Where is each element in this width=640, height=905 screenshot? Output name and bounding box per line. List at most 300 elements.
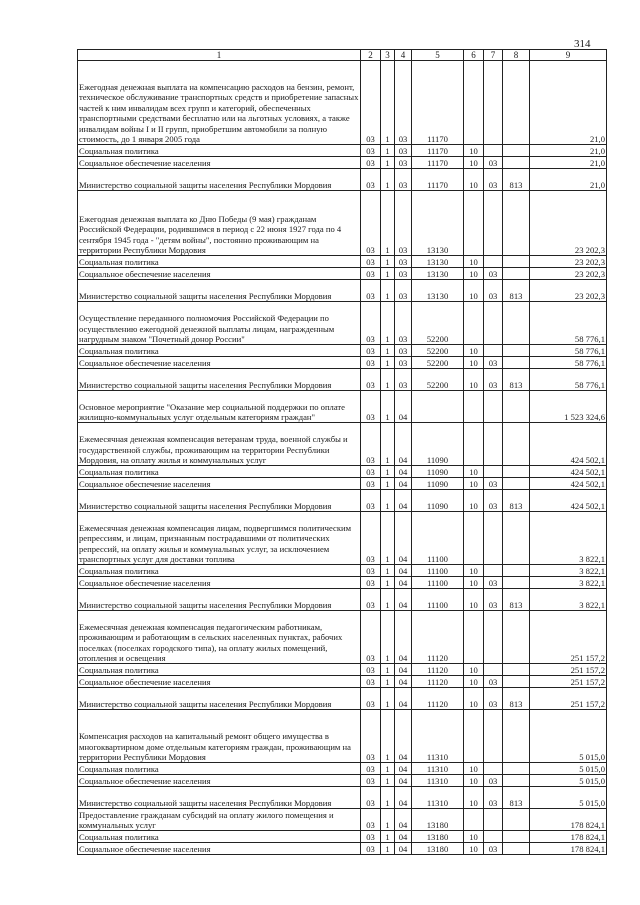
row-code-6: 10 — [464, 577, 484, 589]
row-code-2: 03 — [361, 423, 381, 466]
table-row — [78, 843, 607, 855]
header-col-2: 2 — [361, 50, 381, 61]
table-row — [78, 345, 607, 357]
row-code-3: 1 — [381, 490, 395, 512]
row-code-2: 03 — [361, 145, 381, 157]
row-name: Социальная политика — [78, 831, 361, 843]
row-code-2: 03 — [361, 345, 381, 357]
row-code-2: 03 — [361, 611, 381, 664]
row-code-8 — [503, 302, 530, 345]
row-code-4: 04 — [395, 466, 412, 478]
row-code-4: 04 — [395, 688, 412, 710]
row-code-4: 04 — [395, 843, 412, 855]
row-code-8 — [503, 809, 530, 831]
row-code-2: 03 — [361, 710, 381, 763]
row-code-6 — [464, 809, 484, 831]
row-code-3: 1 — [381, 664, 395, 676]
row-code-3: 1 — [381, 280, 395, 302]
row-amount: 3 822,1 — [530, 565, 607, 577]
row-code-7 — [484, 345, 503, 357]
row-code-8 — [503, 191, 530, 256]
table-row — [78, 357, 607, 369]
row-amount: 424 502,1 — [530, 478, 607, 490]
row-code-2: 03 — [361, 843, 381, 855]
row-amount: 178 824,1 — [530, 809, 607, 831]
row-code-7 — [484, 391, 503, 423]
row-code-8 — [503, 423, 530, 466]
row-name: Социальное обеспечение населения — [78, 268, 361, 280]
row-code-3: 1 — [381, 423, 395, 466]
table-row — [78, 302, 607, 345]
row-amount: 424 502,1 — [530, 490, 607, 512]
row-code-6 — [464, 61, 484, 145]
row-amount: 5 015,0 — [530, 787, 607, 809]
row-code-3: 1 — [381, 775, 395, 787]
table-row — [78, 145, 607, 157]
row-amount: 1 523 324,6 — [530, 391, 607, 423]
table-row — [78, 369, 607, 391]
row-code-4: 04 — [395, 787, 412, 809]
row-code-7: 03 — [484, 357, 503, 369]
row-code-4: 04 — [395, 490, 412, 512]
row-code-2: 03 — [361, 676, 381, 688]
row-code-3: 1 — [381, 191, 395, 256]
row-amount: 3 822,1 — [530, 512, 607, 565]
row-code-2: 03 — [361, 787, 381, 809]
row-name: Министерство социальной защиты населения Республики Мордовия — [78, 688, 361, 710]
row-amount: 23 202,3 — [530, 268, 607, 280]
row-code-8: 813 — [503, 787, 530, 809]
row-code-7 — [484, 423, 503, 466]
row-code-4: 04 — [395, 391, 412, 423]
row-code-4: 03 — [395, 61, 412, 145]
row-code-5: 11120 — [412, 688, 464, 710]
row-code-5: 11100 — [412, 512, 464, 565]
row-code-4: 03 — [395, 268, 412, 280]
row-code-3: 1 — [381, 565, 395, 577]
row-code-5: 11120 — [412, 664, 464, 676]
row-code-6: 10 — [464, 676, 484, 688]
row-code-5: 13130 — [412, 280, 464, 302]
row-code-2: 03 — [361, 664, 381, 676]
row-amount: 3 822,1 — [530, 577, 607, 589]
row-code-2: 03 — [361, 268, 381, 280]
row-amount: 424 502,1 — [530, 466, 607, 478]
row-name: Ежемесячная денежная компенсация педагогическим работникам, проживающим и работающим в сельских населенных пунктах, рабочих поселках (поселках городского типа), на оплату жилых помещений, отопления и освещения — [78, 611, 361, 664]
row-code-8 — [503, 512, 530, 565]
row-amount: 178 824,1 — [530, 843, 607, 855]
table-row — [78, 423, 607, 466]
row-name: Министерство социальной защиты населения Республики Мордовия — [78, 280, 361, 302]
row-code-8: 813 — [503, 490, 530, 512]
row-code-6: 10 — [464, 256, 484, 268]
row-code-2: 03 — [361, 490, 381, 512]
header-col-1: 1 — [78, 50, 361, 61]
row-code-8 — [503, 611, 530, 664]
row-code-5: 11120 — [412, 676, 464, 688]
row-name: Социальная политика — [78, 145, 361, 157]
table-row — [78, 787, 607, 809]
row-name: Предоставление гражданам субсидий на оплату жилого помещения и коммунальных услуг — [78, 809, 361, 831]
row-code-2: 03 — [361, 589, 381, 611]
row-name: Министерство социальной защиты населения Республики Мордовия — [78, 169, 361, 191]
row-code-3: 1 — [381, 710, 395, 763]
row-code-4: 04 — [395, 809, 412, 831]
row-name: Министерство социальной защиты населения Республики Мордовия — [78, 589, 361, 611]
row-code-3: 1 — [381, 357, 395, 369]
row-code-5: 52200 — [412, 357, 464, 369]
row-name: Социальное обеспечение населения — [78, 843, 361, 855]
row-code-2: 03 — [361, 512, 381, 565]
table-row — [78, 268, 607, 280]
row-code-3: 1 — [381, 478, 395, 490]
row-name: Социальная политика — [78, 763, 361, 775]
row-code-3: 1 — [381, 577, 395, 589]
header-col-8: 8 — [503, 50, 530, 61]
row-code-3: 1 — [381, 391, 395, 423]
header-col-4: 4 — [395, 50, 412, 61]
row-code-8 — [503, 775, 530, 787]
row-name: Компенсация расходов на капитальный ремонт общего имущества в многоквартирном доме отдельным категориям граждан, проживающим на территории Республики Мордовия — [78, 710, 361, 763]
row-code-3: 1 — [381, 145, 395, 157]
row-code-6: 10 — [464, 775, 484, 787]
row-code-4: 04 — [395, 611, 412, 664]
row-name: Социальная политика — [78, 256, 361, 268]
row-code-3: 1 — [381, 809, 395, 831]
row-code-4: 04 — [395, 831, 412, 843]
table-row — [78, 191, 607, 256]
row-code-7 — [484, 302, 503, 345]
row-code-2: 03 — [361, 688, 381, 710]
page-number: 314 — [574, 38, 591, 50]
row-code-2: 03 — [361, 763, 381, 775]
row-code-5: 13180 — [412, 809, 464, 831]
row-code-4: 03 — [395, 302, 412, 345]
row-code-5: 13130 — [412, 268, 464, 280]
row-code-5: 52200 — [412, 345, 464, 357]
row-code-6: 10 — [464, 664, 484, 676]
row-code-6: 10 — [464, 490, 484, 512]
row-code-6 — [464, 191, 484, 256]
row-code-2: 03 — [361, 831, 381, 843]
row-code-3: 1 — [381, 611, 395, 664]
row-name: Основное мероприятие "Оказание мер социальной поддержки по оплате жилищно-коммунальных услуг отдельным категориям граждан" — [78, 391, 361, 423]
row-code-5: 13130 — [412, 191, 464, 256]
row-code-7 — [484, 466, 503, 478]
row-name: Социальная политика — [78, 466, 361, 478]
row-code-7: 03 — [484, 369, 503, 391]
table-row — [78, 664, 607, 676]
row-code-7 — [484, 809, 503, 831]
row-code-3: 1 — [381, 763, 395, 775]
row-amount: 5 015,0 — [530, 763, 607, 775]
row-code-2: 03 — [361, 157, 381, 169]
table-row — [78, 589, 607, 611]
row-code-6: 10 — [464, 589, 484, 611]
row-code-4: 03 — [395, 145, 412, 157]
row-code-6: 10 — [464, 565, 484, 577]
row-code-7: 03 — [484, 157, 503, 169]
row-amount: 23 202,3 — [530, 280, 607, 302]
row-code-6: 10 — [464, 369, 484, 391]
row-code-6: 10 — [464, 688, 484, 710]
row-code-4: 04 — [395, 664, 412, 676]
row-code-6: 10 — [464, 478, 484, 490]
row-code-8 — [503, 577, 530, 589]
row-code-5: 52200 — [412, 369, 464, 391]
row-code-7: 03 — [484, 169, 503, 191]
row-code-8 — [503, 710, 530, 763]
row-code-4: 03 — [395, 169, 412, 191]
row-code-5: 11100 — [412, 589, 464, 611]
row-code-5: 11100 — [412, 565, 464, 577]
row-name: Министерство социальной защиты населения Республики Мордовия — [78, 490, 361, 512]
table-body — [78, 61, 607, 855]
row-code-2: 03 — [361, 809, 381, 831]
table-row — [78, 775, 607, 787]
row-name: Социальная политика — [78, 664, 361, 676]
row-code-3: 1 — [381, 157, 395, 169]
row-code-2: 03 — [361, 61, 381, 145]
row-name: Социальное обеспечение населения — [78, 357, 361, 369]
row-amount: 3 822,1 — [530, 589, 607, 611]
row-code-8 — [503, 268, 530, 280]
row-name: Осуществление переданного полномочия Российской Федерации по осуществлению ежегодной денежной выплаты лицам, награжденным нагрудным знаком "Почетный донор России" — [78, 302, 361, 345]
row-code-8 — [503, 345, 530, 357]
row-code-2: 03 — [361, 256, 381, 268]
row-name: Министерство социальной защиты населения Республики Мордовия — [78, 369, 361, 391]
row-code-2: 03 — [361, 478, 381, 490]
row-code-7 — [484, 512, 503, 565]
row-code-4: 03 — [395, 345, 412, 357]
row-code-8: 813 — [503, 688, 530, 710]
row-name: Социальное обеспечение населения — [78, 676, 361, 688]
row-code-2: 03 — [361, 466, 381, 478]
row-code-6 — [464, 710, 484, 763]
row-code-6: 10 — [464, 466, 484, 478]
table-row — [78, 169, 607, 191]
row-amount: 21,0 — [530, 169, 607, 191]
row-code-8: 813 — [503, 280, 530, 302]
row-code-7: 03 — [484, 478, 503, 490]
table-row — [78, 61, 607, 145]
row-code-6 — [464, 423, 484, 466]
row-code-4: 03 — [395, 157, 412, 169]
row-code-8 — [503, 157, 530, 169]
row-code-8 — [503, 478, 530, 490]
row-code-6: 10 — [464, 280, 484, 302]
row-amount: 58 776,1 — [530, 357, 607, 369]
row-code-2: 03 — [361, 357, 381, 369]
row-code-8 — [503, 357, 530, 369]
row-amount: 5 015,0 — [530, 710, 607, 763]
table-row — [78, 676, 607, 688]
row-code-7: 03 — [484, 577, 503, 589]
table-row — [78, 512, 607, 565]
row-amount: 178 824,1 — [530, 831, 607, 843]
table-row — [78, 710, 607, 763]
row-code-6: 10 — [464, 345, 484, 357]
row-code-6: 10 — [464, 268, 484, 280]
row-code-8 — [503, 391, 530, 423]
row-code-3: 1 — [381, 61, 395, 145]
row-amount: 5 015,0 — [530, 775, 607, 787]
row-code-3: 1 — [381, 831, 395, 843]
row-code-4: 03 — [395, 357, 412, 369]
row-code-5: 11090 — [412, 478, 464, 490]
row-code-5: 11310 — [412, 775, 464, 787]
table-row — [78, 490, 607, 512]
table-row — [78, 809, 607, 831]
row-amount: 21,0 — [530, 157, 607, 169]
row-code-5: 13180 — [412, 843, 464, 855]
row-code-3: 1 — [381, 589, 395, 611]
row-code-4: 03 — [395, 191, 412, 256]
row-amount: 58 776,1 — [530, 302, 607, 345]
row-code-6 — [464, 391, 484, 423]
row-code-2: 03 — [361, 280, 381, 302]
row-code-4: 03 — [395, 369, 412, 391]
table-row — [78, 577, 607, 589]
row-code-4: 04 — [395, 775, 412, 787]
row-code-6 — [464, 512, 484, 565]
row-name: Социальное обеспечение населения — [78, 157, 361, 169]
row-code-7 — [484, 565, 503, 577]
row-code-3: 1 — [381, 512, 395, 565]
row-code-6: 10 — [464, 157, 484, 169]
header-col-6: 6 — [464, 50, 484, 61]
row-code-6: 10 — [464, 145, 484, 157]
row-code-8: 813 — [503, 589, 530, 611]
row-code-2: 03 — [361, 577, 381, 589]
row-code-8: 813 — [503, 169, 530, 191]
row-code-8 — [503, 256, 530, 268]
row-code-5: 52200 — [412, 302, 464, 345]
row-code-4: 04 — [395, 577, 412, 589]
row-amount: 21,0 — [530, 145, 607, 157]
row-code-5: 11090 — [412, 423, 464, 466]
row-code-6: 10 — [464, 763, 484, 775]
row-amount: 251 157,2 — [530, 611, 607, 664]
row-code-7: 03 — [484, 787, 503, 809]
row-code-7: 03 — [484, 268, 503, 280]
row-code-2: 03 — [361, 191, 381, 256]
table-row — [78, 611, 607, 664]
row-code-5: 11170 — [412, 145, 464, 157]
row-code-6: 10 — [464, 357, 484, 369]
row-amount: 21,0 — [530, 61, 607, 145]
table-row — [78, 280, 607, 302]
row-code-8 — [503, 664, 530, 676]
row-code-4: 04 — [395, 423, 412, 466]
table-row — [78, 478, 607, 490]
row-code-8 — [503, 145, 530, 157]
row-code-7: 03 — [484, 676, 503, 688]
row-name: Социальное обеспечение населения — [78, 577, 361, 589]
row-code-7: 03 — [484, 843, 503, 855]
row-code-3: 1 — [381, 169, 395, 191]
row-amount: 424 502,1 — [530, 423, 607, 466]
row-code-7: 03 — [484, 490, 503, 512]
row-code-8 — [503, 831, 530, 843]
row-code-2: 03 — [361, 369, 381, 391]
table-row — [78, 688, 607, 710]
row-code-5: 13130 — [412, 256, 464, 268]
row-code-8 — [503, 843, 530, 855]
header-col-3: 3 — [381, 50, 395, 61]
row-code-3: 1 — [381, 843, 395, 855]
table-row — [78, 391, 607, 423]
row-code-8 — [503, 676, 530, 688]
table-row — [78, 466, 607, 478]
row-code-3: 1 — [381, 345, 395, 357]
table-row — [78, 256, 607, 268]
row-code-2: 03 — [361, 302, 381, 345]
row-code-5: 11170 — [412, 169, 464, 191]
row-code-5: 11120 — [412, 611, 464, 664]
row-code-5: 11090 — [412, 466, 464, 478]
row-code-6 — [464, 611, 484, 664]
row-code-7 — [484, 145, 503, 157]
row-code-4: 04 — [395, 710, 412, 763]
row-amount: 251 157,2 — [530, 688, 607, 710]
row-code-6: 10 — [464, 843, 484, 855]
row-code-8 — [503, 565, 530, 577]
row-code-4: 04 — [395, 565, 412, 577]
row-code-7: 03 — [484, 589, 503, 611]
row-code-3: 1 — [381, 787, 395, 809]
row-code-3: 1 — [381, 369, 395, 391]
header-col-5: 5 — [412, 50, 464, 61]
row-code-8 — [503, 61, 530, 145]
row-code-7 — [484, 664, 503, 676]
row-code-2: 03 — [361, 391, 381, 423]
row-code-8 — [503, 763, 530, 775]
row-amount: 251 157,2 — [530, 664, 607, 676]
row-name: Социальная политика — [78, 345, 361, 357]
row-code-6 — [464, 302, 484, 345]
row-code-7: 03 — [484, 775, 503, 787]
row-code-2: 03 — [361, 565, 381, 577]
row-name: Ежегодная денежная выплата на компенсацию расходов на бензин, ремонт, техническое обслуживание транспортных средств и приобретение запасных частей к ним инвалидам всех групп и категорий, обеспеченных транспортными средствами бесплатно или на льготных условиях, а также инвалидам войны I и II групп, приобретшим автомобили за полную стоимость, до 1 января 2005 года — [78, 61, 361, 145]
row-code-7 — [484, 611, 503, 664]
row-code-5: 11170 — [412, 157, 464, 169]
table-row — [78, 763, 607, 775]
row-code-8 — [503, 466, 530, 478]
row-code-7 — [484, 710, 503, 763]
table-row — [78, 565, 607, 577]
row-code-5: 11310 — [412, 787, 464, 809]
row-code-7: 03 — [484, 280, 503, 302]
row-amount: 23 202,3 — [530, 191, 607, 256]
row-code-5: 11170 — [412, 61, 464, 145]
row-code-4: 04 — [395, 478, 412, 490]
row-code-4: 04 — [395, 512, 412, 565]
row-code-4: 04 — [395, 589, 412, 611]
row-code-2: 03 — [361, 169, 381, 191]
row-code-2: 03 — [361, 775, 381, 787]
row-code-3: 1 — [381, 676, 395, 688]
row-amount: 251 157,2 — [530, 676, 607, 688]
row-code-3: 1 — [381, 688, 395, 710]
row-code-3: 1 — [381, 302, 395, 345]
row-code-5: 11100 — [412, 577, 464, 589]
row-name: Социальная политика — [78, 565, 361, 577]
row-code-5: 11310 — [412, 710, 464, 763]
row-code-7: 03 — [484, 688, 503, 710]
row-amount: 58 776,1 — [530, 369, 607, 391]
row-code-4: 03 — [395, 280, 412, 302]
